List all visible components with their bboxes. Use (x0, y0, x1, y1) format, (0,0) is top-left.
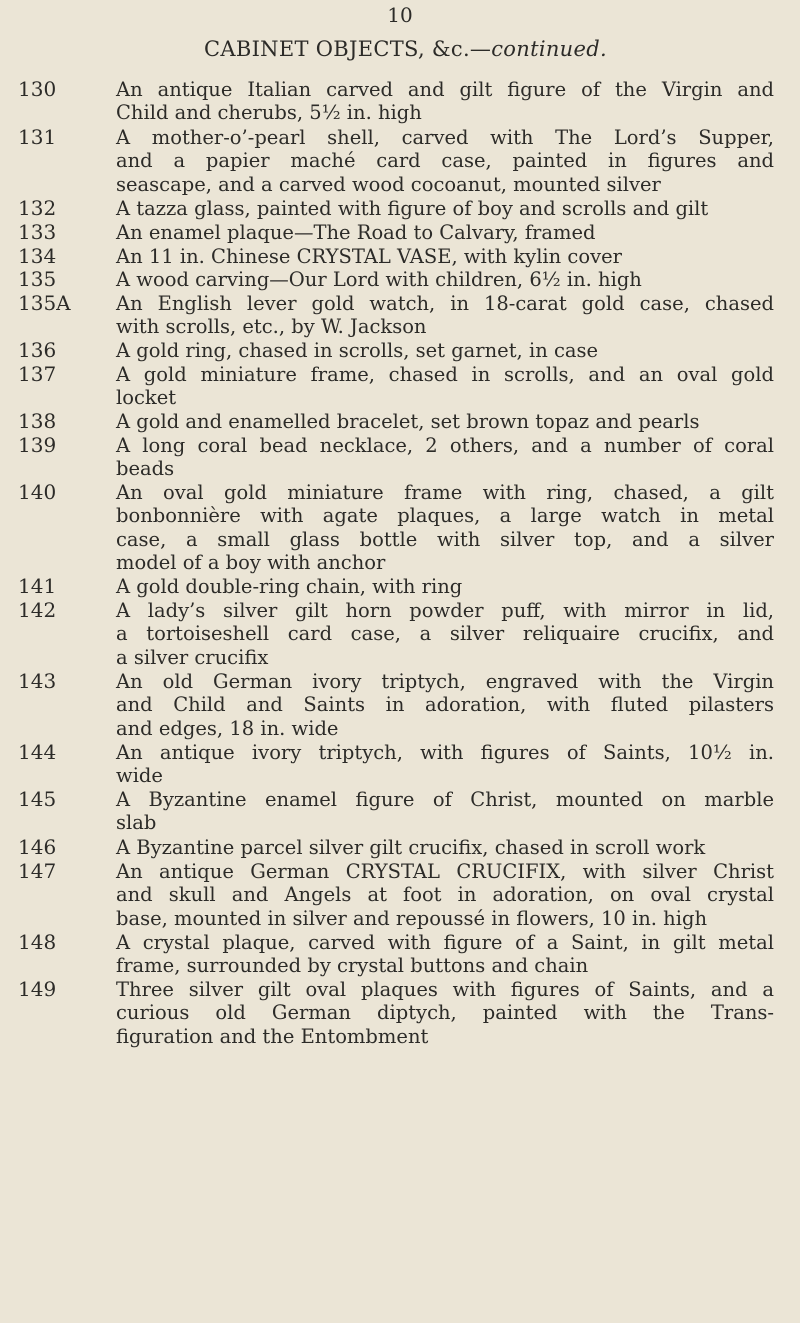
lot-description (116, 410, 774, 433)
lot-description-line: An antique ivory triptych, with figures of Saints, 10½ in. (116, 741, 774, 764)
lot-description-line: and skull and Angels at foot in adoration, on oval crystal (116, 883, 774, 907)
lot-description-line: and edges, 18 in. wide (116, 716, 339, 740)
lot-number: 136 (18, 338, 57, 362)
lot-description-line: A lady’s silver gilt horn powder puff, with mirror in lid, (116, 599, 774, 622)
lot-description (116, 78, 774, 125)
lot-description-line: and Child and Saints in adoration, with fluted pilasters (116, 693, 774, 717)
lot-description-line: slab (116, 811, 157, 835)
lot-description (116, 434, 774, 481)
lot-description (116, 363, 774, 410)
lot-description-line: A mother-o’-pearl shell, carved with The Lord’s Supper, (116, 126, 774, 149)
lot-number: 133 (18, 220, 57, 244)
lot-number: 143 (18, 669, 57, 693)
lot-description-line: A gold miniature frame, chased in scrolls, and an oval gold (116, 363, 774, 386)
lot-number: 138 (18, 409, 57, 433)
heading-title: CABINET OBJECTS, &c.— (204, 37, 492, 61)
lot-number: 134 (18, 244, 57, 268)
lot-description-line: A wood carving—Our Lord with children, 6½ in. high (116, 268, 642, 291)
lot-description-line: An oval gold miniature frame with ring, chased, a gilt (116, 481, 774, 504)
lot-number: 132 (18, 196, 57, 220)
lot-description (116, 931, 774, 978)
lot-number: 130 (18, 77, 57, 101)
lot-description (116, 741, 774, 788)
lot-description-line: An antique German CRYSTAL CRUCIFIX, with silver Christ (116, 860, 774, 883)
lot-description-line: case, a small glass bottle with silver top, and a silver (116, 527, 774, 551)
lot-description (116, 197, 774, 220)
lot-description-line: A Byzantine parcel silver gilt crucifix, chased in scroll work (116, 836, 706, 859)
lot-description-line: and a papier maché card case, painted in figures and (116, 149, 774, 173)
lot-description (116, 481, 774, 575)
lot-description-line: beads (116, 457, 175, 481)
lot-description-line: A long coral bead necklace, 2 others, and a number of coral (116, 434, 774, 457)
lot-description-line: An enamel plaque—The Road to Calvary, framed (116, 221, 596, 244)
lot-description (116, 339, 774, 362)
lot-description-line: base, mounted in silver and repoussé in flowers, 10 in. high (116, 906, 708, 930)
lot-description-line: A Byzantine enamel figure of Christ, mounted on marble (116, 788, 774, 811)
lot-number: 135 (18, 267, 57, 291)
lot-number: 140 (18, 480, 57, 504)
lot-description (116, 860, 774, 930)
lot-number: 148 (18, 930, 57, 954)
lot-description-line: model of a boy with anchor (116, 551, 386, 575)
lot-description-line: curious old German diptych, painted with the Trans- (116, 1001, 774, 1025)
lot-number: 131 (18, 125, 57, 149)
lot-number: 144 (18, 740, 57, 764)
lot-description-line: An antique Italian carved and gilt figure of the Virgin and (116, 78, 774, 101)
lot-description (116, 245, 774, 268)
lot-description (116, 599, 774, 669)
lot-description-line: a silver crucifix (116, 645, 269, 669)
lot-description (116, 836, 774, 859)
lot-description (116, 268, 774, 291)
lot-number: 142 (18, 598, 57, 622)
lot-number: 135A (18, 291, 71, 315)
page-number: 10 (387, 3, 413, 27)
lot-description-line: An 11 in. Chinese CRYSTAL VASE, with kylin cover (116, 245, 622, 268)
lot-description-line: locket (116, 386, 177, 410)
lot-number: 146 (18, 835, 57, 859)
lot-description-line: An English lever gold watch, in 18-carat gold case, chased (116, 292, 774, 315)
lot-description-line: frame, surrounded by crystal buttons and chain (116, 954, 589, 978)
lot-description-line: A gold ring, chased in scrolls, set garnet, in case (116, 339, 599, 362)
heading-continued: continued. (491, 37, 607, 61)
lot-description-line: A tazza glass, painted with figure of boy and scrolls and gilt (116, 197, 709, 220)
lot-number: 149 (18, 977, 57, 1001)
lot-description-line: A gold double-ring chain, with ring (116, 575, 463, 598)
lot-description-line: bonbonnière with agate plaques, a large watch in metal (116, 504, 774, 528)
lot-description (116, 788, 774, 835)
lot-description (116, 126, 774, 196)
lot-description-line: figuration and the Entombment (116, 1024, 429, 1048)
lot-description-line: seascape, and a carved wood cocoanut, mounted silver (116, 172, 661, 196)
lot-description-line: Three silver gilt oval plaques with figures of Saints, and a (116, 978, 774, 1001)
lot-description (116, 221, 774, 244)
lot-description-line: A crystal plaque, carved with figure of a Saint, in gilt metal (116, 931, 774, 954)
lot-description-line: with scrolls, etc., by W. Jackson (116, 315, 427, 339)
lot-description-line: Child and cherubs, 5½ in. high (116, 101, 422, 125)
lot-description (116, 292, 774, 339)
lot-number: 145 (18, 787, 57, 811)
lot-description (116, 670, 774, 740)
lot-description-line: An old German ivory triptych, engraved with the Virgin (116, 670, 774, 693)
lot-description (116, 978, 774, 1048)
section-heading (204, 36, 607, 62)
lot-number: 137 (18, 362, 57, 386)
lot-number: 141 (18, 574, 57, 598)
lot-description (116, 575, 774, 598)
lot-description-line: wide (116, 764, 163, 788)
lot-number: 139 (18, 433, 57, 457)
lot-description-line: a tortoiseshell card case, a silver reliquaire crucifix, and (116, 622, 774, 646)
lot-description-line: A gold and enamelled bracelet, set brown topaz and pearls (116, 410, 700, 433)
lot-number: 147 (18, 859, 57, 883)
